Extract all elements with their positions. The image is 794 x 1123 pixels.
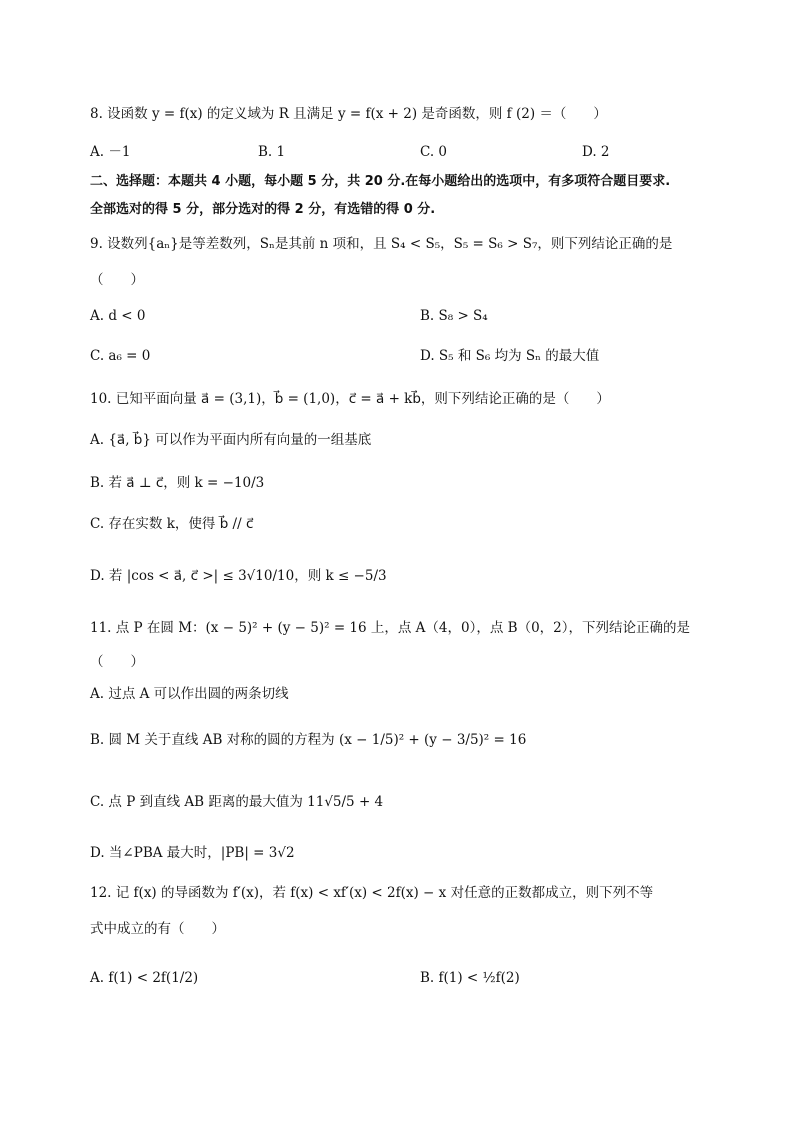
q11-option-b: B. 圆 M 关于直线 AB 对称的圆的方程为 (x − 1/5)² + (y − 3/5)² = 16 — [90, 732, 527, 748]
q8-stem: 8. 设函数 y = f(x) 的定义域为 R 且满足 y = f(x + 2) 是奇函数，则 f (2) ＝（ ） — [90, 106, 607, 122]
q10-option-b: B. 若 a⃗ ⊥ c⃗，则 k = −10/3 — [90, 475, 265, 491]
q9-option-a: A. d < 0 — [90, 308, 146, 324]
q11-paren: （ ） — [90, 654, 144, 670]
q9-option-d: D. S₅ 和 S₆ 均为 Sₙ 的最大值 — [420, 348, 600, 364]
section2-line2: 全部选对的得 5 分，部分选对的得 2 分，有选错的得 0 分. — [90, 202, 436, 217]
q10-option-d: D. 若 |cos < a⃗, c⃗ >| ≤ 3√10/10，则 k ≤ −5/3 — [90, 568, 387, 584]
q8-option-b: B. 1 — [258, 144, 286, 160]
q11-option-c: C. 点 P 到直线 AB 距离的最大值为 11√5/5 + 4 — [90, 794, 384, 810]
q11-option-d: D. 当∠PBA 最大时，|PB| = 3√2 — [90, 845, 295, 861]
q9-option-c: C. a₆ = 0 — [90, 348, 151, 364]
q10-option-c: C. 存在实数 k，使得 b⃗ // c⃗ — [90, 516, 254, 532]
q9-paren: （ ） — [90, 272, 144, 288]
section2-line1: 二、选择题：本题共 4 小题，每小题 5 分，共 20 分.在每小题给出的选项中，有多项符合题目要求. — [90, 174, 671, 189]
q12-stem: 12. 记 f(x) 的导函数为 f′(x)，若 f(x) < xf′(x) < 2f(x) − x 对任意的正数都成立，则下列不等 — [90, 885, 654, 901]
q12-stem-cont: 式中成立的有（ ） — [90, 921, 225, 937]
q12-option-a: A. f(1) < 2f(1/2) — [90, 970, 199, 986]
q8-option-c: C. 0 — [420, 144, 448, 160]
q9-option-b: B. S₈ > S₄ — [420, 308, 488, 324]
q10-option-a: A. {a⃗, b⃗} 可以作为平面内所有向量的一组基底 — [90, 432, 372, 448]
q10-stem: 10. 已知平面向量 a⃗ = (3,1)，b⃗ = (1,0)，c⃗ = a⃗ + kb⃗，则下列结论正确的是（ ） — [90, 391, 610, 407]
q8-option-a: A. －1 — [90, 144, 131, 160]
q11-option-a: A. 过点 A 可以作出圆的两条切线 — [90, 686, 289, 702]
q9-stem: 9. 设数列{aₙ}是等差数列，Sₙ是其前 n 项和，且 S₄ < S₅，S₅ = S₆ > S₇，则下列结论正确的是 — [90, 236, 673, 252]
q8-option-d: D. 2 — [582, 144, 610, 160]
q11-stem: 11. 点 P 在圆 M：(x − 5)² + (y − 5)² = 16 上，点 A（4，0），点 B（0，2），下列结论正确的是 — [90, 620, 691, 636]
q12-option-b: B. f(1) < ½f(2) — [420, 970, 520, 986]
